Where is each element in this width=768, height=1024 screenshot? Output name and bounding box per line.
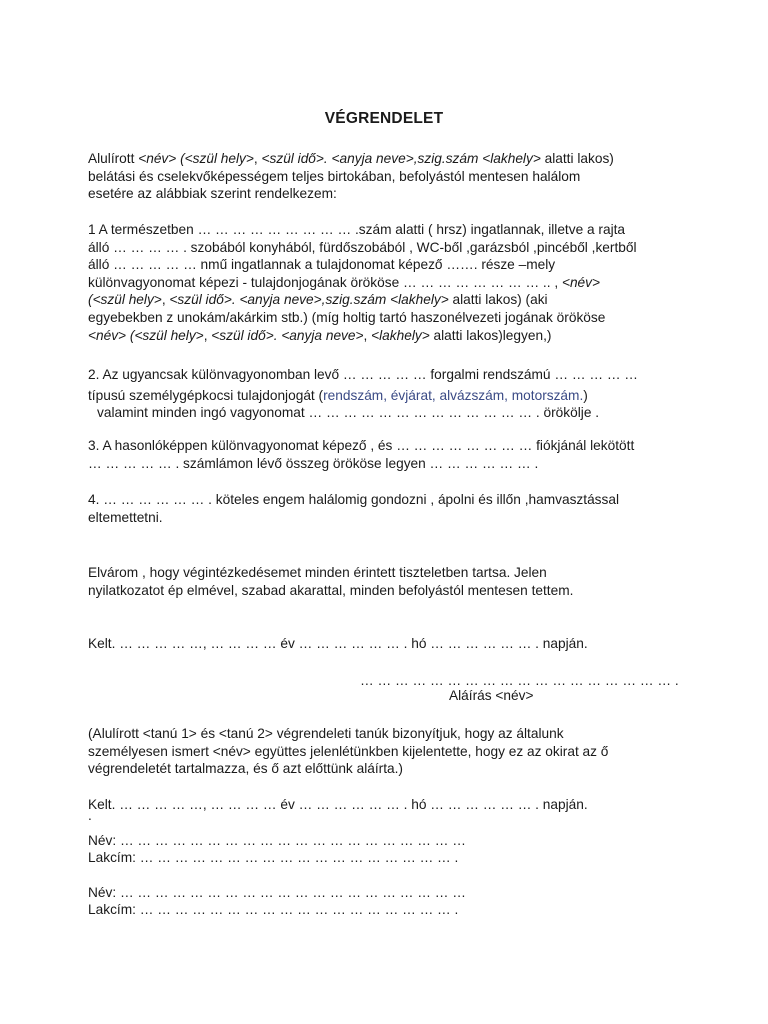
witness-line-2: személyesen ismert <név> együttes jelenlétünkben kijelentette, hogy ez az okirat az ő — [88, 743, 609, 759]
placeholder-szig-szam: szig.szám — [417, 151, 479, 166]
p4-line-1: 4. … … … … … … . köteles engem halálomig gondozni , ápolni és illőn ,hamvasztással — [88, 492, 620, 507]
p3-line-1: 3. A hasonlóképpen különvagyonomat képező , és … … … … … … … … fiókjánál lekötött — [88, 438, 635, 453]
date-line-1 — [88, 635, 688, 653]
placeholder-szul-hely: <szül hely> — [92, 292, 162, 308]
placeholder-szul-hely: <szül hely> — [184, 151, 254, 166]
p1-line-4 — [88, 274, 688, 292]
placeholder-szul-ido: <szül idő>. — [169, 292, 236, 308]
p2-line-2 — [88, 387, 688, 405]
text: ( — [176, 151, 185, 166]
witness-line-1: (Alulírott <tanú 1> és <tanú 2> végrendeleti tanúk bizonyítjuk, hogy az általunk — [88, 726, 564, 741]
closing-line-2: nyilatkozatot ép elmével, szabad akarattal, minden befolyástól mentesen tettem. — [88, 582, 574, 598]
intro-line-1 — [88, 150, 688, 168]
placeholder-szig-szam: szig.szám <lakhely> — [325, 292, 449, 308]
text: alatti lakos)legyen,) — [429, 327, 552, 343]
p1-line-1: 1 A természetben … … … … … … … … … .szám alatti ( hrsz) ingatlannak, illetve a rajta — [88, 222, 626, 237]
witness-statement — [88, 725, 688, 778]
highlighted-text: rendszám, évjárat, alvázszám, motorszám. — [323, 387, 584, 403]
dot-text: . — [88, 808, 92, 823]
p1-line-5 — [88, 291, 688, 309]
paragraph-3 — [88, 437, 688, 472]
text: Alulírott — [88, 151, 139, 166]
p1-line-6: egyebekben z unokám/akárkim stb.) (míg holtig tartó haszonélvezeti jogának örököse — [88, 309, 606, 325]
placeholder-lakhely: <lakhely> — [371, 327, 430, 343]
text: ( — [88, 292, 93, 308]
placeholder-anyja-neve: <anyja neve> — [281, 327, 364, 343]
text: , — [203, 327, 212, 343]
text: , — [363, 327, 372, 343]
text: típusú személygépkocsi tulajdonjogát ( — [88, 387, 324, 403]
p1-line-7 — [88, 327, 688, 345]
placeholder-lakhely: <lakhely> — [482, 151, 541, 166]
witness-2-name: Név: … … … … … … … … … … … … … … … … … … … … — [88, 885, 466, 900]
intro-line-2: belátási és cselekvőképességem teljes birtokában, befolyástól mentesen halálom — [88, 168, 581, 184]
stray-dot — [88, 810, 688, 822]
document-title: VÉGRENDELET — [324, 110, 444, 127]
text: alatti lakos) (aki — [448, 292, 548, 308]
text: , — [321, 292, 326, 308]
intro-line-3: esetére az alábbiak szerint rendelkezem: — [88, 186, 337, 202]
text: , — [413, 151, 418, 166]
text: , — [161, 292, 170, 308]
placeholder-anyja-neve: <anyja neve> — [239, 292, 322, 308]
p1-line-2: álló … … … … . szobából konyhából, fürdőszobából , WC-ből ,garázsból ,pincéből ,kertből — [88, 239, 637, 255]
placeholder-nev: <név> — [561, 274, 601, 290]
placeholder-nev: <név> — [138, 151, 177, 166]
signature-label: Aláírás <név> — [449, 688, 534, 703]
placeholder-szul-ido: <szül idő>. — [211, 327, 278, 343]
placeholder-anyja-neve: <anyja neve> — [331, 151, 414, 166]
text: alatti lakos) — [540, 151, 614, 166]
closing-paragraph — [88, 564, 688, 599]
paragraph-4 — [88, 491, 688, 526]
text: ( — [126, 327, 135, 343]
p2-line-1: 2. Az ugyancsak különvagyonomban levő … … … … … forgalmi rendszámú … … … … … — [88, 367, 638, 382]
p2-line-3: valamint minden ingó vagyonomat … … … … … … … … … … … … … . örökölje . — [97, 405, 600, 421]
witness-1-name: Név: … … … … … … … … … … … … … … … … … … … … — [88, 833, 466, 848]
placeholder-nev: <név> — [88, 327, 127, 343]
witness-line-3: végrendeletét tartalmazza, és ő azt előttünk aláírta.) — [88, 761, 403, 777]
p3-line-2: … … … … … . számlámon lévő összeg örököse legyen … … … … … … . — [88, 455, 539, 471]
date-text: Kelt. … … … … …, … … … … év … … … … … … . hó … … … … … … . napján. — [88, 797, 588, 812]
date-text: Kelt. … … … … …, … … … … év … … … … … … . hó … … … … … … . napján. — [88, 636, 588, 651]
witness-2-address: Lakcím: … … … … … … … … … … … … … … … … … … . — [88, 902, 459, 917]
placeholder-szul-ido: <szül idő>. — [261, 151, 328, 166]
text: ) — [583, 387, 588, 403]
text: különvagyonomat képezi - tulajdonjogának örököse … … … … … … … … .. , — [88, 274, 562, 290]
witness-1-fields — [88, 832, 688, 866]
paragraph-2 — [88, 366, 688, 422]
text: , — [253, 151, 262, 166]
p1-line-3: álló … … … … … nmű ingatlannak a tulajdonomat képező ……. része –mely — [88, 257, 556, 273]
p4-line-2: eltemettetni. — [88, 509, 163, 525]
witness-2-fields — [88, 884, 688, 918]
witness-1-address: Lakcím: … … … … … … … … … … … … … … … … … … . — [88, 850, 459, 865]
closing-line-1: Elvárom , hogy végintézkedésemet minden érintett tiszteletben tartsa. Jelen — [88, 565, 547, 580]
placeholder-szul-hely: <szül hely> — [134, 327, 204, 343]
signature-line: … … … … … … … … … … … … … … … … … … . — [360, 673, 679, 688]
paragraph-1 — [88, 221, 688, 344]
intro-paragraph — [88, 150, 688, 203]
